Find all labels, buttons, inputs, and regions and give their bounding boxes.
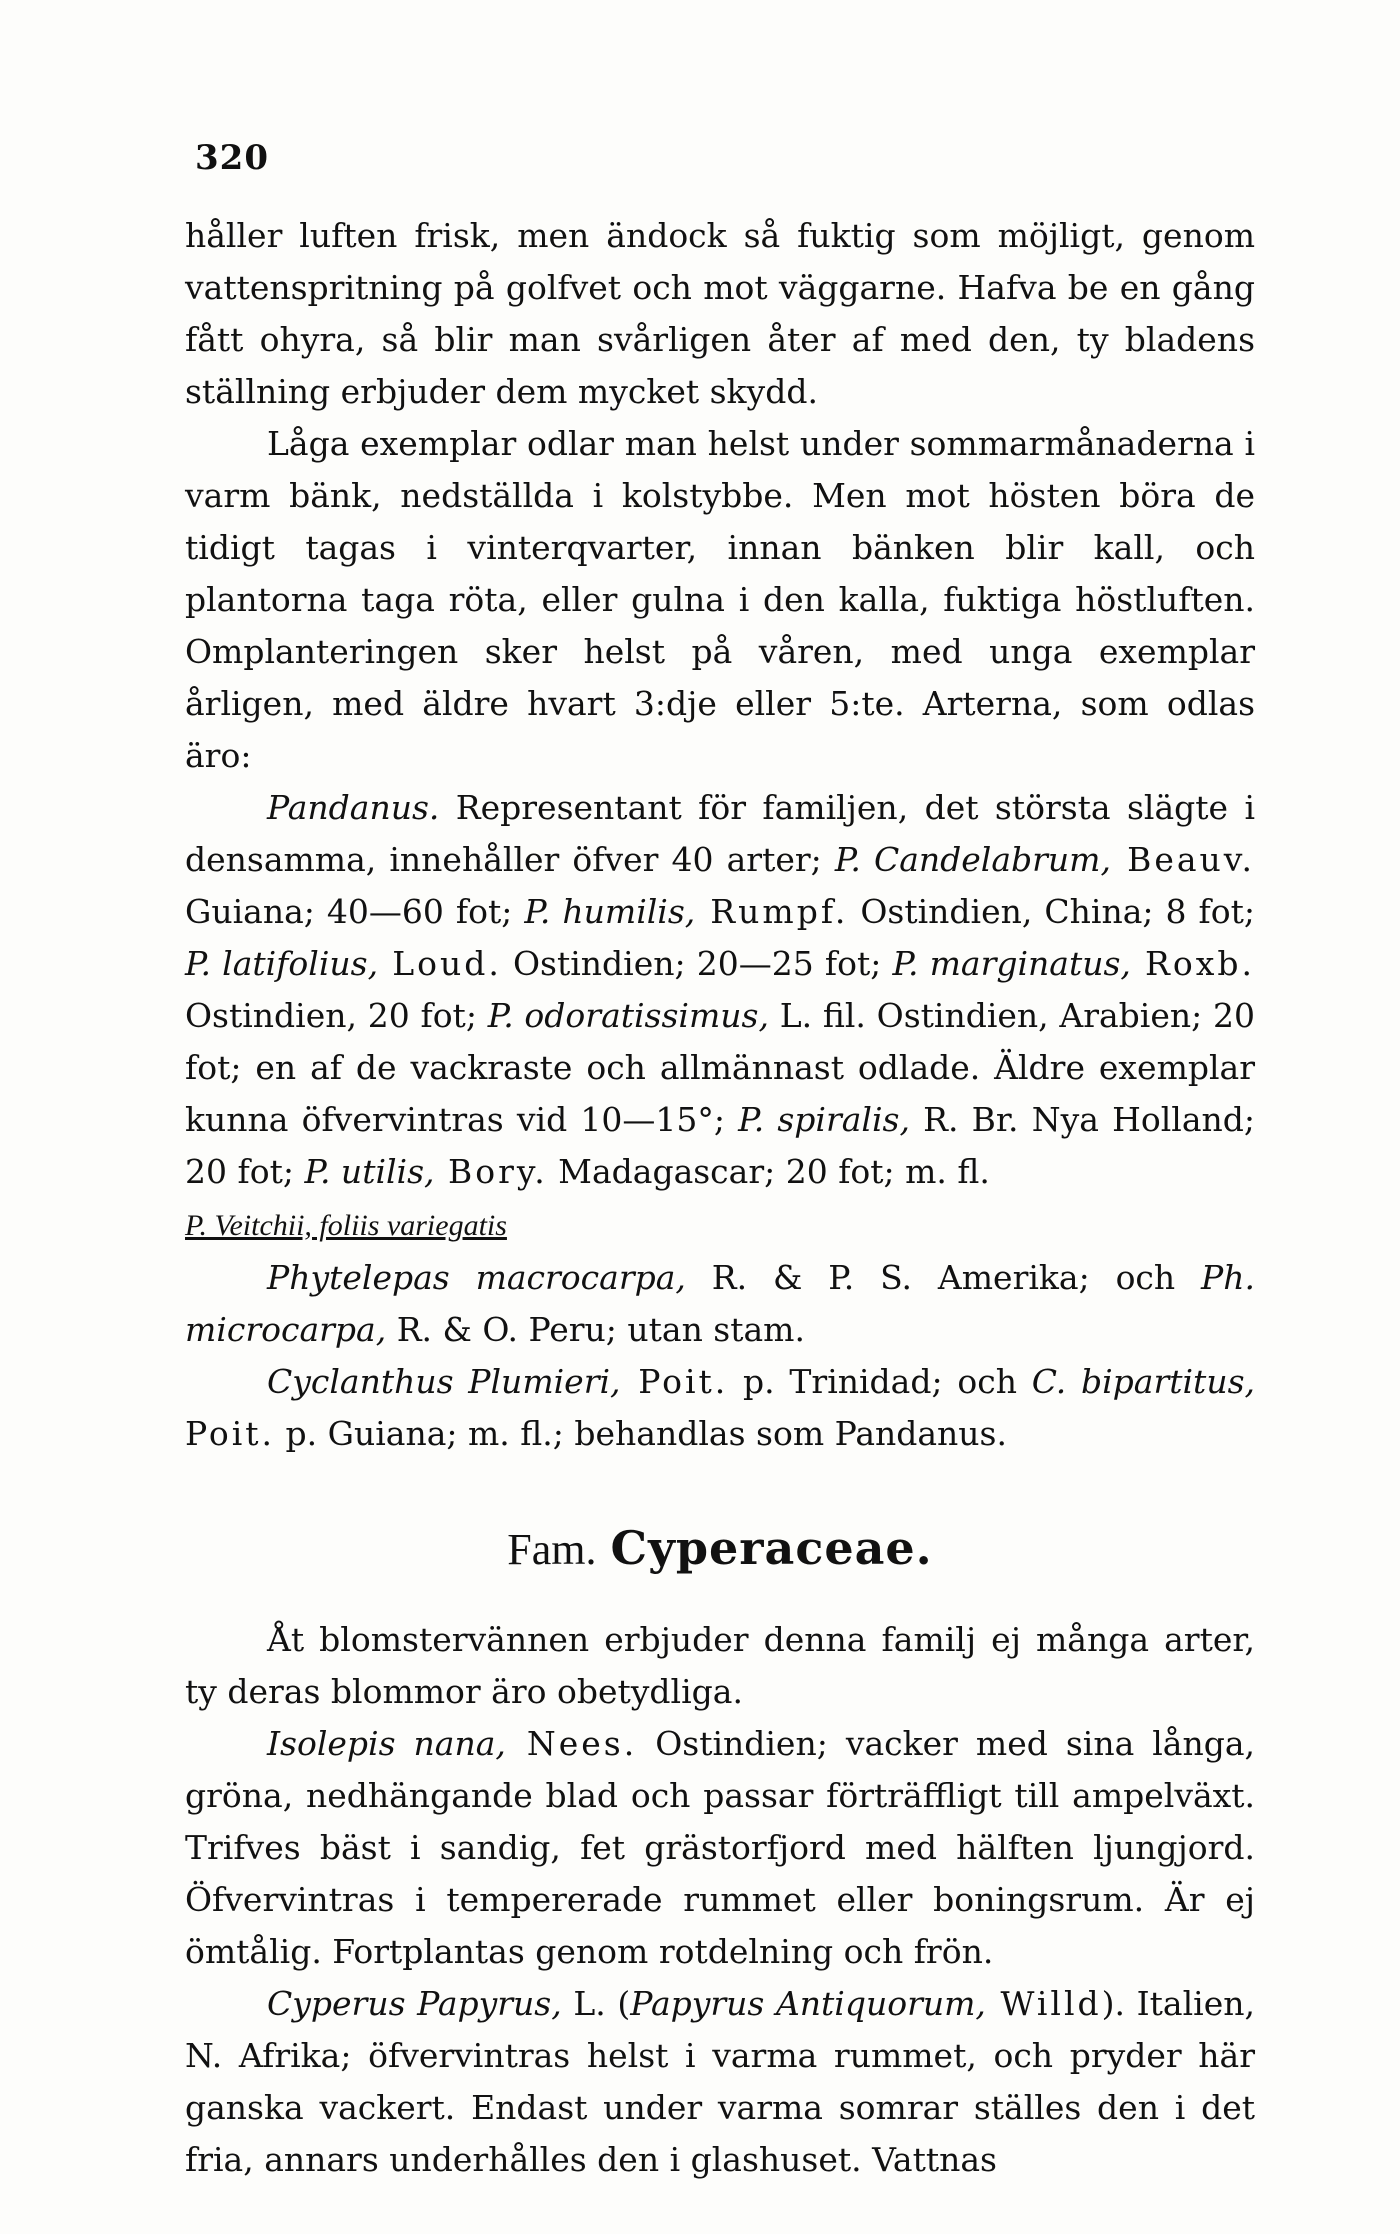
paragraph-2: Låga exemplar odlar man helst under sommarmånaderna i varm bänk, nedställda i kolstybbe. Men mot hösten böra de tidigt tagas i vinterqvarter, innan bänken blir kall, och plantorna taga röta, eller gulna i den kalla, fuktiga höstluften. Omplanteringen sker helst på våren, med unga exemplar årligen, med äldre hvart 3:dje eller 5:te. Arterna, som odlas äro: xyxy=(185,424,1255,775)
author-name: R. & P. xyxy=(685,1258,855,1297)
species-name: Ph. microcarpa, xyxy=(185,1258,1255,1349)
author-name: Poit. xyxy=(185,1414,276,1453)
paragraph-cyperaceae-intro: Åt blomstervännen erbjuder denna familj ej många arter, ty deras blommor äro obetydliga. xyxy=(185,1620,1255,1711)
species-text: ( xyxy=(605,1984,631,2023)
family-name: Cyperaceae. xyxy=(610,1521,933,1575)
author-name: R. Br. xyxy=(909,1100,1019,1139)
species-text: Nya Holland; 20 fot; xyxy=(185,1100,1255,1191)
species-name: Phytelepas macrocarpa, xyxy=(267,1258,686,1297)
species-text: Representant för familjen, det största slägte i densamma, innehåller öfver 40 arter; xyxy=(185,788,1255,879)
species-name: Papyrus Antiquorum, xyxy=(630,1984,986,2023)
author-name: Poit. xyxy=(620,1362,729,1401)
species-name: P. spiralis, xyxy=(738,1100,910,1139)
handwritten-annotation: P. Veitchii, foliis variegatis xyxy=(185,1209,507,1242)
author-name: Bory. xyxy=(434,1152,548,1191)
species-text: Ostindien, Arabien; 20 fot; en af de vackraste och allmännast odlade. Äldre exemplar kunna öfvervintras vid 10—15°; xyxy=(185,996,1255,1139)
species-text: Peru; utan stam. xyxy=(518,1310,805,1349)
species-name: P. humilis, xyxy=(524,892,696,931)
paragraph-1: håller luften frisk, men ändock så fuktig som möjligt, genom vattenspritning på golfvet och mot väggarne. Hafva be en gång fått ohyra, så blir man svårligen åter af med den, ty bladens ställning erbjuder dem mycket skydd. xyxy=(185,216,1255,411)
species-name: Cyperus Papyrus, xyxy=(267,1984,562,2023)
species-name: P. Candelabrum, xyxy=(834,840,1111,879)
author-name: Nees. xyxy=(505,1724,638,1763)
author-name: R. & O. xyxy=(386,1310,518,1349)
species-name: Cyclanthus Plumieri, xyxy=(267,1362,621,1401)
family-prefix: Fam. xyxy=(507,1525,597,1574)
page-text xyxy=(185,210,1255,2186)
species-text: p. Trinidad; och xyxy=(728,1362,1032,1401)
species-text: Ostindien; vacker med sina långa, gröna, nedhängande blad och passar förträffligt till ampelväxt. Trifves bäst i sandig, fet grästorfjord med hälften ljungjord. Öfvervintras i tempererade rummet eller boningsrum. Är ej ömtålig. Fortplantas genom rotdelning och frön. xyxy=(185,1724,1255,1971)
author-name: Willd xyxy=(985,1984,1102,2023)
author-name: Roxb. xyxy=(1130,944,1255,983)
species-name: P. marginatus, xyxy=(892,944,1131,983)
paragraph-cyclanthus xyxy=(185,1356,1255,1460)
author-name: L. xyxy=(561,1984,606,2023)
species-text: S. Amerika; och xyxy=(854,1258,1202,1297)
species-text: Madagascar; 20 fot; m. fl. xyxy=(547,1152,990,1191)
family-heading xyxy=(185,1520,1255,1578)
species-text: Ostindien, 20 fot; xyxy=(185,996,488,1035)
species-name: Pandanus. xyxy=(267,788,440,827)
species-name: P. latifolius, xyxy=(185,944,379,983)
paragraph-pandanus xyxy=(185,782,1255,1198)
author-name: Beauv. xyxy=(1110,840,1255,879)
paragraph-phytelepas xyxy=(185,1252,1255,1356)
author-name: L. fil. xyxy=(768,996,866,1035)
paragraph-cyperus xyxy=(185,1978,1255,2186)
paragraph-isolepis xyxy=(185,1718,1255,1978)
page-number: 320 xyxy=(195,138,269,178)
species-name: P. odoratissimus, xyxy=(487,996,769,1035)
species-text: p. Guiana; m. fl.; behandlas som Pandanus. xyxy=(275,1414,1007,1453)
species-text: Ostindien; 20—25 fot; xyxy=(501,944,893,983)
species-text: Ostindien, China; 8 fot; xyxy=(848,892,1255,931)
author-name: Rumpf. xyxy=(695,892,849,931)
species-name: C. bipartitus, xyxy=(1031,1362,1255,1401)
handwritten-annotation-line xyxy=(185,1198,1255,1252)
species-text: ). Italien, N. Afrika; öfvervintras helst i varma rummet, och pryder här ganska vackert. Endast under varma somrar ställes den i det fria, annars underhålles den i glashuset. Vattnas xyxy=(185,1984,1255,2179)
author-name: Loud. xyxy=(378,944,502,983)
species-name: P. utilis, xyxy=(304,1152,435,1191)
species-name: Isolepis nana, xyxy=(267,1724,506,1763)
species-text: Guiana; 40—60 fot; xyxy=(185,892,525,931)
